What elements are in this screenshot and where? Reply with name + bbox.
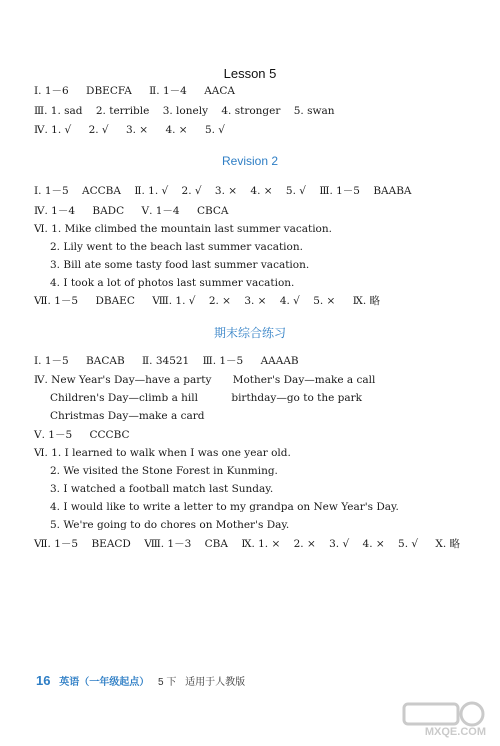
answer-seg: BADC [92, 205, 125, 217]
answer-seg: Ⅰ. 1－5 [34, 355, 69, 367]
answer-seg: Ⅴ. 1－4 [141, 205, 180, 217]
answer-seg: Ⅰ. 1－5 [34, 185, 69, 197]
final-line-10: 5. We're going to do chores on Mother's Day. [50, 519, 290, 531]
answer-seg: 3. × [214, 185, 238, 197]
final-line-9: 4. I would like to write a letter to my grandpa on New Year's Day. [50, 501, 399, 513]
revision2-line-3: Ⅵ. 1. Mike climbed the mountain last summer vacation. [34, 223, 332, 235]
answer-seg: ACCBA [82, 185, 121, 197]
final-line-1 [34, 354, 299, 368]
answer-seg: AACA [204, 85, 235, 97]
answer-seg: 4. stronger [221, 105, 281, 117]
answer-seg: 4. × [362, 538, 385, 550]
answer-seg: 4. √ [279, 295, 300, 307]
revision2-line-4: 2. Lily went to the beach last summer vacation. [50, 241, 303, 253]
page-number: 16 [36, 673, 51, 688]
answer-seg: Ⅷ. 1－3 [144, 538, 192, 550]
revision2-line-6: 4. I took a lot of photos last summer vacation. [50, 277, 295, 289]
answer-seg: 5. swan [293, 105, 335, 117]
watermark-text: MXQE.COM [424, 726, 486, 738]
lesson5-line-3 [34, 123, 225, 137]
answer-seg: Ⅸ. 略 [352, 295, 381, 307]
answer-seg: BEACD [91, 538, 131, 550]
final-line-7: 2. We visited the Stone Forest in Kunming. [50, 465, 278, 477]
answer-seg: 5. × [313, 295, 336, 307]
answer-seg: Ⅲ. 1－5 [319, 185, 360, 197]
answer-seg: 3. × [244, 295, 267, 307]
final-line-5 [34, 428, 130, 442]
answer-seg: BAABA [373, 185, 412, 197]
answer-seg: birthday—go to the park [231, 392, 362, 404]
answer-seg: Ⅳ. 1. √ [34, 124, 72, 136]
answer-seg: 2. × [293, 538, 316, 550]
page-footer [36, 673, 245, 688]
answer-seg: Ⅳ. 1－4 [34, 205, 76, 217]
answer-seg: BACAB [86, 355, 125, 367]
answer-seg: 5. √ [204, 124, 225, 136]
answer-seg: 2. terrible [95, 105, 150, 117]
lesson5-line-1 [34, 84, 235, 98]
heading-lesson-5: Lesson 5 [223, 66, 277, 81]
answer-seg: Ⅹ. 略 [435, 538, 461, 550]
answer-seg: Ⅱ. 1－4 [149, 85, 187, 97]
answer-seg: CCCBC [89, 429, 130, 441]
revision2-line-7 [34, 294, 380, 308]
lesson5-line-2 [34, 104, 335, 118]
answer-seg: 5. √ [285, 185, 306, 197]
answer-seg: 3. lonely [162, 105, 209, 117]
final-line-11 [34, 537, 460, 551]
answer-seg: DBAEC [95, 295, 135, 307]
edition-label: 适用于人教版 [185, 677, 246, 688]
heading-final-review: 期末综合练习 [213, 326, 286, 340]
answer-seg: 4. × [250, 185, 273, 197]
answer-seg: DBECFA [86, 85, 132, 97]
revision2-line-1 [34, 184, 412, 198]
answer-seg: Ⅱ. 34521 [142, 355, 190, 367]
answer-seg: AAAAB [260, 355, 299, 367]
final-line-2 [34, 373, 375, 387]
answer-seg: 2. √ [181, 185, 202, 197]
answer-seg: Ⅲ. 1－5 [202, 355, 244, 367]
final-line-6: Ⅵ. 1. I learned to walk when I was one year old. [34, 447, 291, 459]
final-line-8: 3. I watched a football match last Sunday. [50, 483, 274, 495]
watermark-logo [398, 700, 490, 740]
answer-seg: Ⅴ. 1－5 [34, 429, 73, 441]
answer-seg: Ⅱ. 1. √ [134, 185, 169, 197]
answer-seg: Ⅷ. 1. √ [152, 295, 196, 307]
revision2-line-2 [34, 204, 229, 218]
answer-seg: Mother's Day—make a call [232, 374, 376, 386]
answer-seg: CBA [204, 538, 228, 550]
answer-seg: Ⅶ. 1－5 [34, 538, 79, 550]
answer-seg: 4. × [165, 124, 188, 136]
answer-seg: Ⅲ. 1. sad [34, 105, 83, 117]
answer-seg: Ⅰ. 1－6 [34, 85, 69, 97]
answer-seg: Ⅶ. 1－5 [34, 295, 79, 307]
answer-seg: 3. × [125, 124, 149, 136]
subject-label: 英语（一年级起点） [59, 677, 150, 688]
final-line-3 [50, 391, 362, 405]
answer-seg: 5. √ [398, 538, 419, 550]
revision2-line-5: 3. Bill ate some tasty food last summer vacation. [50, 259, 310, 271]
answer-seg: 2. √ [88, 124, 109, 136]
answer-seg: Children's Day—climb a hill [50, 392, 198, 404]
grade-label: 5 下 [158, 677, 177, 688]
answer-seg: CBCA [196, 205, 229, 217]
answer-seg: Ⅳ. New Year's Day—have a party [34, 374, 212, 386]
answer-seg: 3. √ [329, 538, 350, 550]
final-line-4: Christmas Day—make a card [50, 410, 205, 422]
answer-seg: 2. × [208, 295, 231, 307]
heading-revision-2: Revision 2 [221, 154, 279, 168]
answer-seg: Ⅸ. 1. × [241, 538, 281, 550]
